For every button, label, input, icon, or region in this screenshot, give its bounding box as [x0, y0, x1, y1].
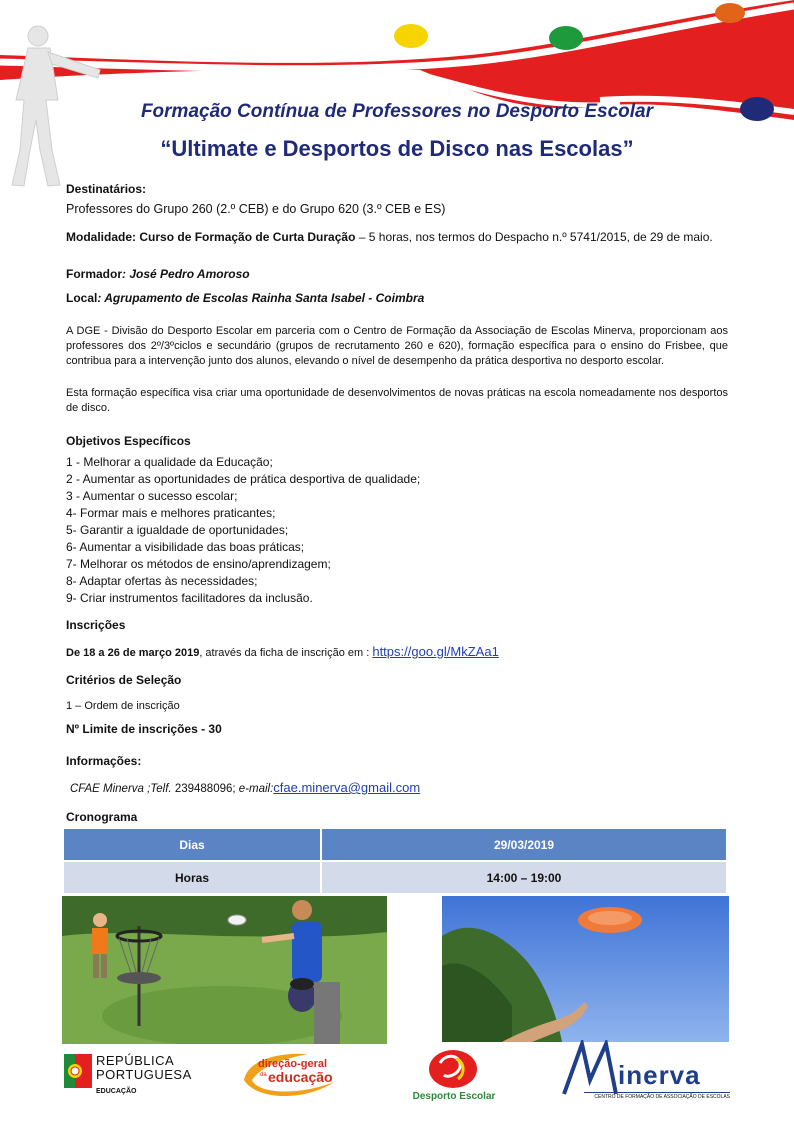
modalidade-block	[66, 229, 728, 245]
table-row	[63, 828, 727, 861]
table-header-cell: 29/03/2019	[321, 828, 727, 861]
yellow-dot-icon	[394, 24, 428, 48]
table-row	[63, 861, 727, 894]
dge-line3: educação	[268, 1069, 333, 1085]
destinatarios-text: Professores do Grupo 260 (2.º CEB) e do Grupo 620 (3.º CEB e ES)	[66, 202, 446, 216]
orange-dot-icon	[715, 3, 745, 23]
modalidade-label: Modalidade:	[66, 230, 137, 244]
table-header-cell: Dias	[63, 828, 321, 861]
formador-line	[66, 266, 728, 282]
desporto-escolar-label: Desporto Escolar	[412, 1091, 496, 1102]
minerva-logo	[560, 1040, 730, 1100]
dge-logo	[238, 1050, 338, 1100]
informacoes-phone: 239488096;	[171, 783, 239, 795]
republica-line1: REPÚBLICA	[96, 1053, 175, 1068]
list-item: 4- Formar mais e melhores praticantes;	[66, 506, 276, 520]
flag-shield-icon	[64, 1054, 92, 1088]
formador-name: : José Pedro Amoroso	[122, 267, 250, 281]
table-cell: Horas	[63, 861, 321, 894]
local-line	[66, 290, 728, 306]
list-item: 5- Garantir a igualdade de oportunidades;	[66, 523, 289, 537]
inscricoes-line	[66, 644, 728, 661]
list-item: 6- Aumentar a visibilidade das boas práticas;	[66, 540, 305, 554]
modalidade-despacho: , nos termos do Despacho n.º 5741/2015, de 29 de maio.	[408, 230, 713, 244]
cronograma-table	[62, 827, 728, 895]
limite-inscricoes: Nº Limite de inscrições - 30	[66, 722, 222, 736]
title-line2: “Ultimate e Desportos de Disco nas Escolas”	[160, 136, 634, 161]
dge-line1: direção-geral	[258, 1058, 328, 1070]
objetivos-title: Objetivos Específicos	[66, 434, 191, 448]
informacoes-title: Informações:	[66, 754, 142, 768]
cronograma-title: Cronograma	[66, 810, 138, 824]
list-item: 3 - Aumentar o sucesso escolar;	[66, 489, 238, 503]
destinatarios-label: Destinatários:	[66, 182, 147, 196]
criterios-title: Critérios de Seleção	[66, 673, 182, 687]
list-item: 2 - Aumentar as oportunidades de prática desportiva de qualidade;	[66, 472, 421, 486]
informacoes-email-label: e-mail:	[238, 783, 274, 795]
informacoes-line	[70, 780, 732, 797]
informacoes-email[interactable]: cfae.minerva@gmail.com	[273, 780, 421, 795]
inscricoes-title: Inscrições	[66, 618, 126, 632]
local-name: : Agrupamento de Escolas Rainha Santa Isabel - Coimbra	[97, 291, 425, 305]
minerva-m-icon	[560, 1040, 620, 1098]
list-item: 9- Criar instrumentos facilitadores da inclusão.	[66, 591, 313, 605]
disc-golf-photo	[62, 896, 387, 1044]
table-cell: 14:00 – 19:00	[321, 861, 727, 894]
modalidade-hours: – 5 horas	[355, 230, 409, 244]
list-item: 7- Melhorar os métodos de ensino/aprendizagem;	[66, 557, 331, 571]
header-decoration	[0, 0, 794, 200]
formador-label: Formador	[66, 267, 123, 281]
republica-line2: PORTUGUESA	[96, 1067, 192, 1082]
inscricoes-dates: De 18 a 26 de março 2019	[66, 647, 200, 659]
dge-line2: da	[260, 1072, 267, 1078]
desporto-escolar-emblem-icon	[428, 1049, 478, 1089]
minerva-subtitle: CENTRO DE FORMAÇÃO DE ASSOCIAÇÃO DE ESCOLAS	[584, 1092, 730, 1100]
desporto-escolar-logo	[402, 1049, 506, 1107]
frisbee-sky-photo	[442, 896, 729, 1042]
description-p2: Esta formação específica visa criar uma oportunidade de desenvolvimentos de novas práticas na escola nomeadamente nos desportos de disco.	[66, 387, 728, 414]
informacoes-org: CFAE Minerva ;Telf.	[70, 783, 172, 795]
local-label: Local	[66, 291, 98, 305]
republica-portuguesa-logo	[62, 1052, 192, 1104]
list-item: 8- Adaptar ofertas às necessidades;	[66, 574, 258, 588]
objetivos-list	[66, 454, 728, 607]
inscricoes-link[interactable]: https://goo.gl/MkZAa1	[372, 644, 499, 659]
green-dot-icon	[549, 26, 583, 50]
modalidade-course: Curso de Formação de Curta Duração	[139, 230, 356, 244]
republica-line3: EDUCAÇÃO	[96, 1088, 137, 1095]
list-item: 1 - Melhorar a qualidade da Educação;	[66, 455, 273, 469]
description-p1: A DGE - Divisão do Desporto Escolar em parceria com o Centro de Formação da Associação de Escolas Minerva, proporcionam aos professores dos 2º/3ºciclos e secundário (grupos de recrutamento 260 e 620), formação específica para o ensino do Frisbee, que contribua para a intervenção junto dos alunos, elevando o nível de desempenho da prática desportiva no desporto escolar.	[66, 325, 728, 367]
title-line1: Formação Contínua de Professores no Desporto Escolar	[140, 101, 654, 122]
inscricoes-text: , através da ficha de inscrição em :	[199, 647, 370, 659]
minerva-wordmark: inerva	[618, 1060, 701, 1090]
criterios-item: 1 – Ordem de inscrição	[66, 700, 180, 712]
